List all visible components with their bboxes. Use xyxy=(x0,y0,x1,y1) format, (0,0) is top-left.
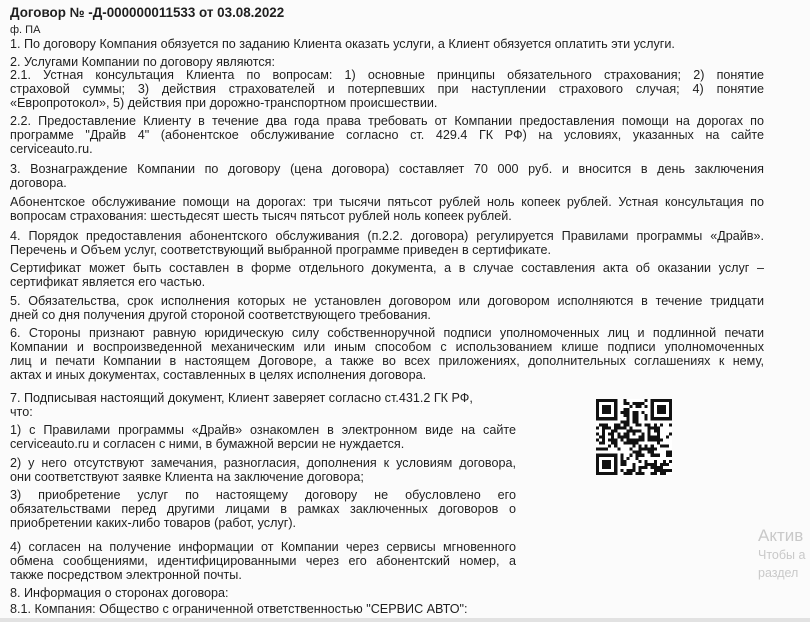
clause-7-2-line-1: 2) у него отсутствуют замечания, разногласия, дополнения к условиям договора, xyxy=(10,456,516,470)
clause-2-2-line-2: программе "Драйв 4" (абонентское обслуживание согласно ст. 429.4 ГК РФ) на условиях, указанных на сайте xyxy=(10,128,764,142)
clause-2-heading: 2. Услугами Компании по договору являются: xyxy=(10,55,275,69)
qr-code xyxy=(596,399,672,475)
clause-6-line-2: Компании и воспроизведенной механическим или иным способом с использованием клише подписи уполномоченных xyxy=(10,340,764,354)
watermark-line-1: Актив xyxy=(758,526,804,545)
fee-breakdown-line-1: Абонентское обслуживание помощи на дорогах: три тысячи пятьсот рублей ноль копеек рублей. Устная консультация по xyxy=(10,195,764,209)
clause-6-line-4: актах и иных документах, составленных в целях исполнения договора. xyxy=(10,368,427,382)
watermark-line-3: раздел xyxy=(758,566,799,580)
clause-7-2-line-2: они соответствуют заявке Клиента на заключение договора; xyxy=(10,470,364,484)
clause-4-line-4: сертификат является его частью. xyxy=(10,275,206,289)
clause-5-line-1: 5. Обязательства, срок исполнения которых не установлен договором или договором исполняются в течение тридцати xyxy=(10,294,764,308)
clause-7-3-line-1: 3) приобретение услуг по настоящему договору не обусловлено его xyxy=(10,488,516,502)
clause-8-1: 8.1. Компания: Общество с ограниченной ответственностью "СЕРВИС АВТО": xyxy=(10,602,468,616)
clause-7-3-line-2: обязательствами перед другими лицами в рамках заключенных договоров о xyxy=(10,502,516,516)
activation-watermark xyxy=(758,526,805,582)
clause-7-4-line-2: обмена сообщениями, идентифицированными через его абонентский номер, а xyxy=(10,554,516,568)
clause-2-1-line-3: «Европротокол», 5) действия при дорожно-транспортном происшествии. xyxy=(10,96,438,110)
form-code: ф. ПА xyxy=(10,24,41,36)
clause-3-line-2: договора. xyxy=(10,176,67,190)
contract-title: Договор № -Д-000000011533 от 03.08.2022 xyxy=(10,5,285,20)
clause-7-4-line-3: также посредством электронной почты. xyxy=(10,568,242,582)
clause-8-heading: 8. Информация о сторонах договора: xyxy=(10,586,229,600)
page-bottom-edge xyxy=(0,618,810,622)
clause-7-1-line-2: cerviceauto.ru и согласен с ними, в бумажной версии не нуждается. xyxy=(10,437,405,451)
clause-6-line-1: 6. Стороны признают равную юридическую силу собственноручной подписи уполномоченных лиц и подлинной печати xyxy=(10,326,764,340)
clause-4-line-2: Перечень и Объем услуг, соответствующий выбранной программе приведен в сертификате. xyxy=(10,243,552,257)
clause-2-1-line-1: 2.1. Устная консультация Клиента по вопросам: 1) основные принципы обязательного страхования; 2) понятие xyxy=(10,68,764,82)
clause-3-line-1: 3. Вознаграждение Компании по договору (цена договора) составляет 70 000 руб. и вносится в день заключения xyxy=(10,162,764,176)
fee-breakdown-line-2: вопросам страхования: шестьдесят шесть тысяч пятьсот рублей ноль копеек рублей. xyxy=(10,209,512,223)
clause-4-line-1: 4. Порядок предоставления абонентского обслуживания (п.2.2. договора) регулируется Правилами программы «Драйв». xyxy=(10,229,764,243)
clause-7-4-line-1: 4) согласен на получение информации от Компании через сервисы мгновенного xyxy=(10,540,516,554)
clause-2-2-line-1: 2.2. Предоставление Клиенту в течение два года права требовать от Компании предоставления помощи на дорогах по xyxy=(10,114,764,128)
clause-7-line-1: 7. Подписывая настоящий документ, Клиент заверяет согласно ст.431.2 ГК РФ, xyxy=(10,391,473,405)
clause-4-line-3: Сертификат может быть составлен в форме отдельного документа, а в случае составления акта об оказании услуг – xyxy=(10,261,764,275)
watermark-line-2: Чтобы а xyxy=(758,548,806,562)
clause-7-1-line-1: 1) с Правилами программы «Драйв» ознакомлен в электронном виде на сайте xyxy=(10,423,516,437)
clause-2-2-line-3: cerviceauto.ru. xyxy=(10,142,93,156)
clause-6-line-3: лиц и печати Компании в настоящем Договоре, а также во всех приложениях, дополнительных соглашениях к нему, xyxy=(10,354,764,368)
clause-7-line-2: что: xyxy=(10,405,33,419)
clause-7-3-line-3: приобретении каких-либо товаров (работ, услуг). xyxy=(10,516,297,530)
clause-1: 1. По договору Компания обязуется по заданию Клиента оказать услуги, а Клиент обязуется оплатить эти услуги. xyxy=(10,37,675,51)
clause-5-line-2: дней со дня получения другой стороной соответствующего требования. xyxy=(10,308,431,322)
clause-2-1-line-2: страховой суммы; 3) действия страхователей и потерпевших при наступлении страхового случая; 4) понятие xyxy=(10,82,764,96)
